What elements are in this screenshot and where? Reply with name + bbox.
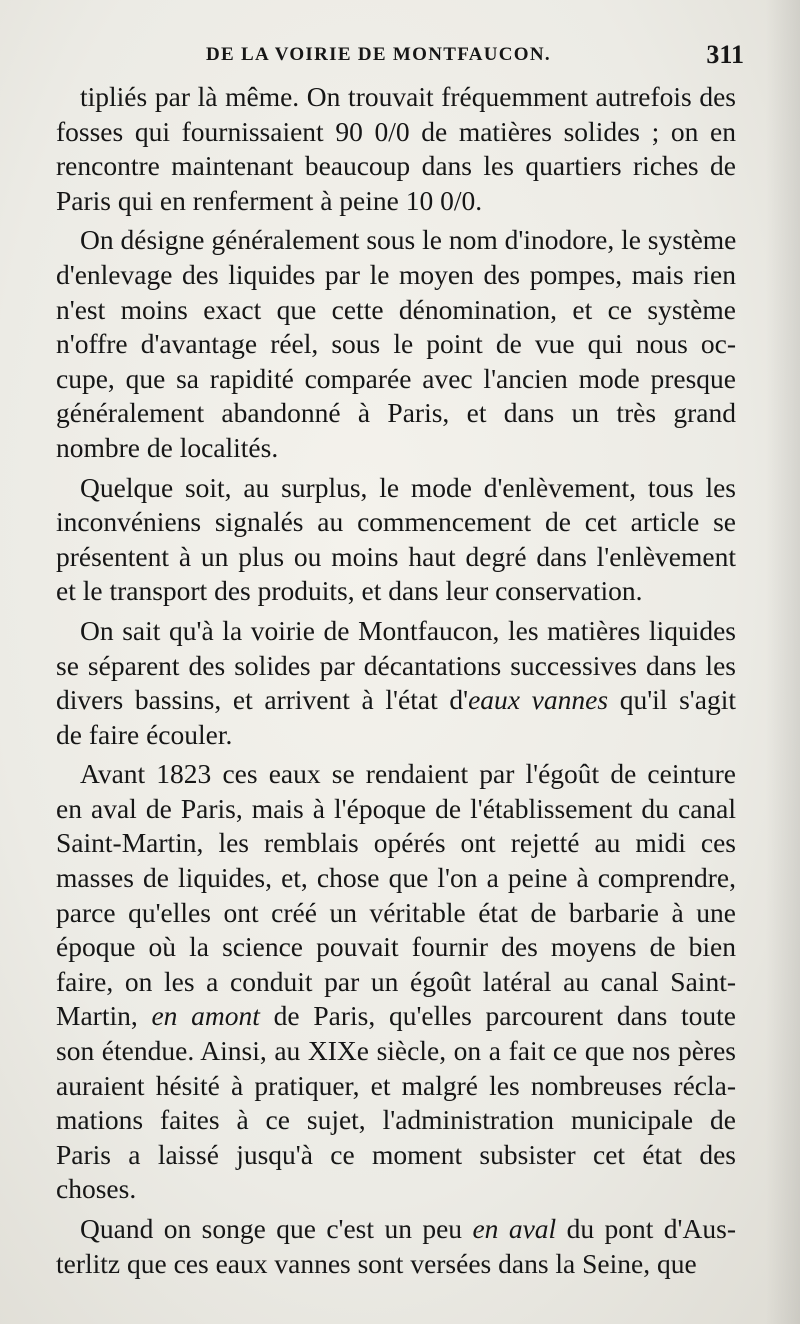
text-line	[56, 80, 736, 115]
text-segment: Quelque soit, au surplus, le mode d'enlèvement, tous les	[80, 471, 736, 503]
page-number: 311	[706, 40, 744, 69]
page-header	[56, 36, 748, 76]
text-segment: inconvéniens signalés au commencement de cet article se	[56, 506, 736, 538]
text-line	[56, 115, 736, 150]
body-text	[56, 80, 736, 1281]
text-line	[56, 1172, 736, 1207]
text-segment: n'offre d'avantage réel, sous le point de vue qui nous oc-	[56, 328, 736, 360]
text-segment: Quand on songe que c'est un peu	[80, 1213, 473, 1244]
text-line	[56, 757, 736, 792]
text-line	[56, 1034, 736, 1069]
text-segment: divers bassins, et arrivent à l'état d'	[56, 684, 469, 716]
text-line	[56, 293, 736, 328]
paragraph	[56, 1212, 736, 1281]
text-segment: Saint-Martin, les remblais opérés ont rejetté au midi ces	[56, 827, 736, 859]
text-segment: terlitz que ces eaux vannes sont versées dans la Seine, que	[56, 1247, 697, 1279]
text-line	[56, 826, 736, 861]
text-line	[56, 327, 736, 362]
text-segment: On sait qu'à la voirie de Montfaucon, les matières liquides	[80, 614, 736, 646]
text-line	[56, 649, 736, 684]
text-segment: parce qu'elles ont créé un véritable état de barbarie à une	[56, 896, 736, 928]
text-segment: auraient hésité à pratiquer, et malgré les nombreuses récla-	[56, 1069, 736, 1101]
running-head: DE LA VOIRIE DE MONTFAUCON.	[206, 44, 551, 65]
text-line	[56, 396, 736, 431]
text-segment: choses.	[56, 1173, 137, 1205]
text-segment: qu'il s'agit	[608, 684, 736, 716]
text-line	[56, 223, 736, 258]
text-line	[56, 540, 736, 575]
text-line	[56, 1212, 736, 1247]
text-segment: de faire écouler.	[56, 718, 233, 750]
text-segment: présentent à un plus ou moins haut degré dans l'enlèvement	[56, 540, 736, 572]
text-segment: époque où la science pouvait fournir des moyens de bien	[56, 931, 736, 963]
paragraph	[56, 471, 736, 609]
text-line	[56, 362, 736, 397]
text-line	[56, 149, 736, 184]
text-line	[56, 471, 736, 506]
italic-text: eaux vannes	[468, 684, 609, 716]
text-line	[56, 258, 736, 293]
italic-text: en aval	[472, 1213, 557, 1244]
text-line	[56, 1103, 736, 1138]
text-line	[56, 718, 736, 753]
text-segment: tipliés par là même. On trouvait fréquemment autrefois des	[80, 81, 736, 112]
text-line	[56, 431, 736, 466]
text-segment: Martin,	[56, 1000, 152, 1032]
text-segment: faire, on les a conduit par un égoût latéral au canal Saint-	[56, 965, 736, 997]
text-line	[56, 574, 736, 609]
text-line	[56, 896, 736, 931]
paragraph	[56, 614, 736, 752]
text-segment: du pont d'Aus-	[556, 1213, 736, 1244]
text-line	[56, 505, 736, 540]
text-segment: Paris qui en renferment à peine 10 0/0.	[56, 184, 483, 216]
text-line	[56, 1247, 736, 1282]
text-line	[56, 1138, 736, 1173]
text-line	[56, 792, 736, 827]
text-line	[56, 861, 736, 896]
text-segment: masses de liquides, et, chose que l'on a peine à comprendre,	[56, 862, 736, 894]
text-segment: nombre de localités.	[56, 431, 279, 463]
text-line	[56, 999, 736, 1034]
text-segment: cupe, que sa rapidité comparée avec l'ancien mode presque	[56, 362, 736, 394]
text-segment: fosses qui fournissaient 90 0/0 de matières solides ; on en	[56, 115, 736, 147]
italic-text: en amont	[151, 1000, 260, 1032]
text-segment: Avant 1823 ces eaux se rendaient par l'égoût de ceinture	[80, 758, 736, 790]
text-segment: On désigne généralement sous le nom d'inodore, le système	[80, 224, 737, 256]
text-line	[56, 683, 736, 718]
text-segment: rencontre maintenant beaucoup dans les quartiers riches de	[56, 150, 736, 182]
text-segment: en aval de Paris, mais à l'époque de l'établissement du canal	[56, 792, 736, 824]
text-line	[56, 965, 736, 1000]
text-line	[56, 614, 736, 649]
text-segment: n'est moins exact que cette dénomination, et ce système	[56, 293, 736, 325]
text-segment: se séparent des solides par décantations successives dans les	[56, 649, 736, 681]
paragraph	[56, 80, 736, 218]
text-segment: son étendue. Ainsi, au XIXe siècle, on a fait ce que nos pères	[56, 1035, 736, 1067]
text-line	[56, 184, 736, 219]
paragraph	[56, 223, 736, 465]
text-segment: de Paris, qu'elles parcourent dans toute	[259, 1000, 736, 1032]
text-line	[56, 1069, 736, 1104]
text-segment: d'enlevage des liquides par le moyen des pompes, mais rien	[56, 258, 736, 290]
text-segment: mations faites à ce sujet, l'administration municipale de	[56, 1104, 736, 1136]
text-line	[56, 930, 736, 965]
paragraph	[56, 757, 736, 1207]
text-segment: Paris a laissé jusqu'à ce moment subsister cet état des	[56, 1138, 736, 1170]
text-segment: généralement abandonné à Paris, et dans un très grand	[56, 397, 736, 429]
text-segment: et le transport des produits, et dans leur conservation.	[56, 575, 643, 607]
